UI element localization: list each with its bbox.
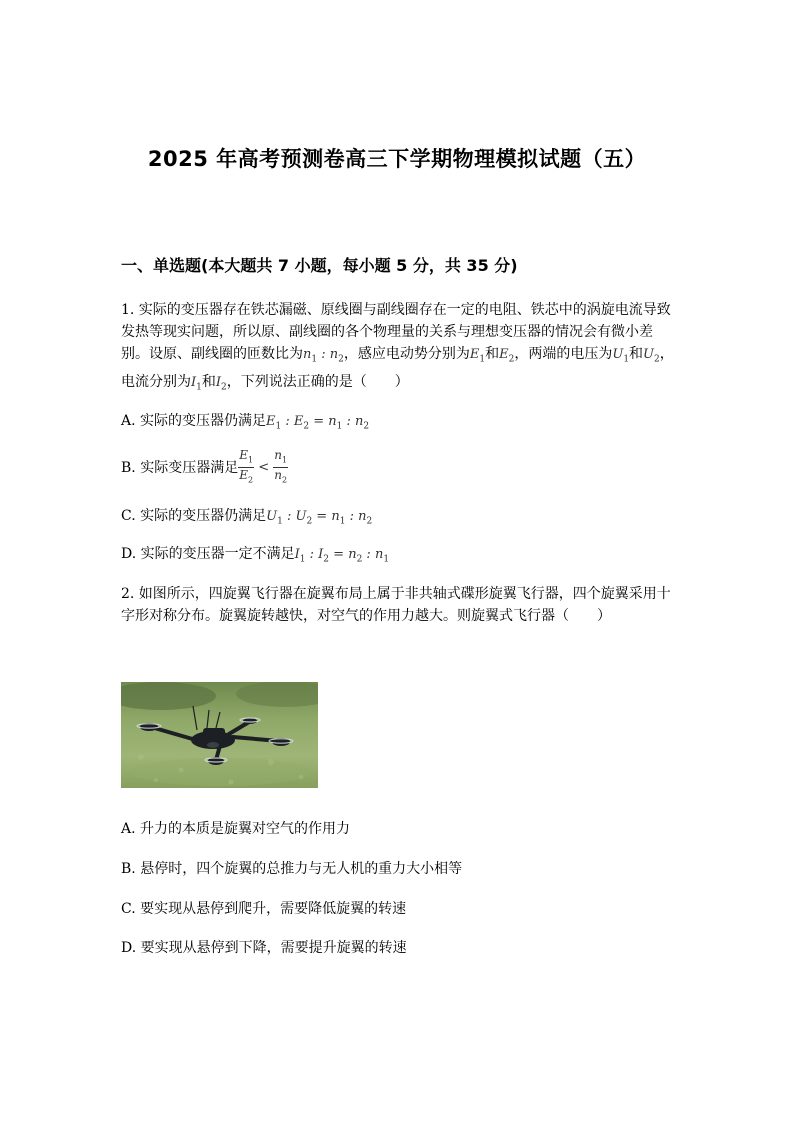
math-option-a: $E_1$ : $E_2 = n_1$ : $n_2$ (266, 414, 370, 432)
math-option-c: $U_1$ : $U_2 = n_1$ : $n_2$ (266, 509, 373, 527)
math-i2: $I_2$ (215, 374, 227, 393)
quadcopter-photo (121, 682, 318, 788)
math-e1: $E_1$ (469, 347, 486, 365)
math-i1: $I_1$ (191, 374, 202, 393)
question-2-stem: 2. 如图所示，四旋翼飞行器在旋翼布局上属于非共轴式碟形旋翼飞行器，四个旋翼采用十字形对称分布。旋翼旋转越快，对空气的作用力越大。则旋翼式飞行器（ ） (121, 586, 671, 624)
question-1-option-a[interactable]: A. 实际的变压器仍满足$E_1$ : $E_2 = n_1$ : $n_2$ (121, 413, 370, 432)
question-1-option-b[interactable]: B. 实际变压器满足 $\frac{E_1}{E_2}$ < $\frac{n_1}{n_2}$ (121, 448, 288, 488)
question-2-option-a[interactable]: A. 升力的本质是旋翼对空气的作用力 (121, 821, 351, 837)
question-1-stem: 1. 实际的变压器存在铁芯漏磁、原线圈与副线圈存在一定的电阻、铁芯中的涡旋电流导致发热等现实问题，所以原、副线圈的各个物理量的关系与理想变压器的情况会有微小差别。设原、副线圈的匝数比为$n_1$ : $n_2$，感应电动势分别为$E_1$和$E_2$，两端的电压为$U_1$和$U_2$，电流分别为$I_1$和$I_2$，下列说法正确的是（ ） (121, 302, 674, 393)
question-1-option-c[interactable]: C. 实际的变压器仍满足$U_1$ : $U_2 = n_1$ : $n_2$ (121, 508, 373, 527)
math-u2: $U_2$ (643, 347, 660, 365)
math-option-d: $I_1$ : $I_2 = n_2$ : $n_1$ (294, 547, 390, 565)
question-2-option-c[interactable]: C. 要实现从悬停到爬升，需要降低旋翼的转速 (121, 901, 407, 917)
question-2-option-d[interactable]: D. 要实现从悬停到下降，需要提升旋翼的转速 (121, 940, 407, 956)
page-title: 2025 年高考预测卷高三下学期物理模拟试题（五） (147, 147, 647, 171)
question-1-option-d[interactable]: D. 实际的变压器一定不满足$I_1$ : $I_2 = n_2$ : $n_1$ (121, 546, 390, 565)
math-e2: $E_2$ (499, 347, 515, 365)
math-fraction-e1-e2: $\frac{E_1}{E_2}$ (239, 448, 254, 485)
question-2-option-b[interactable]: B. 悬停时，四个旋翼的总推力与无人机的重力大小相等 (121, 861, 463, 877)
math-u1: $U_1$ (612, 347, 630, 365)
math-n1-n2: $n_1$ : $n_2$ (303, 347, 344, 365)
math-fraction-n1-n2: $\frac{n_1}{n_2}$ (274, 448, 288, 485)
section-heading: 一、单选题(本大题共 7 小题，每小题 5 分，共 35 分) (121, 256, 518, 275)
